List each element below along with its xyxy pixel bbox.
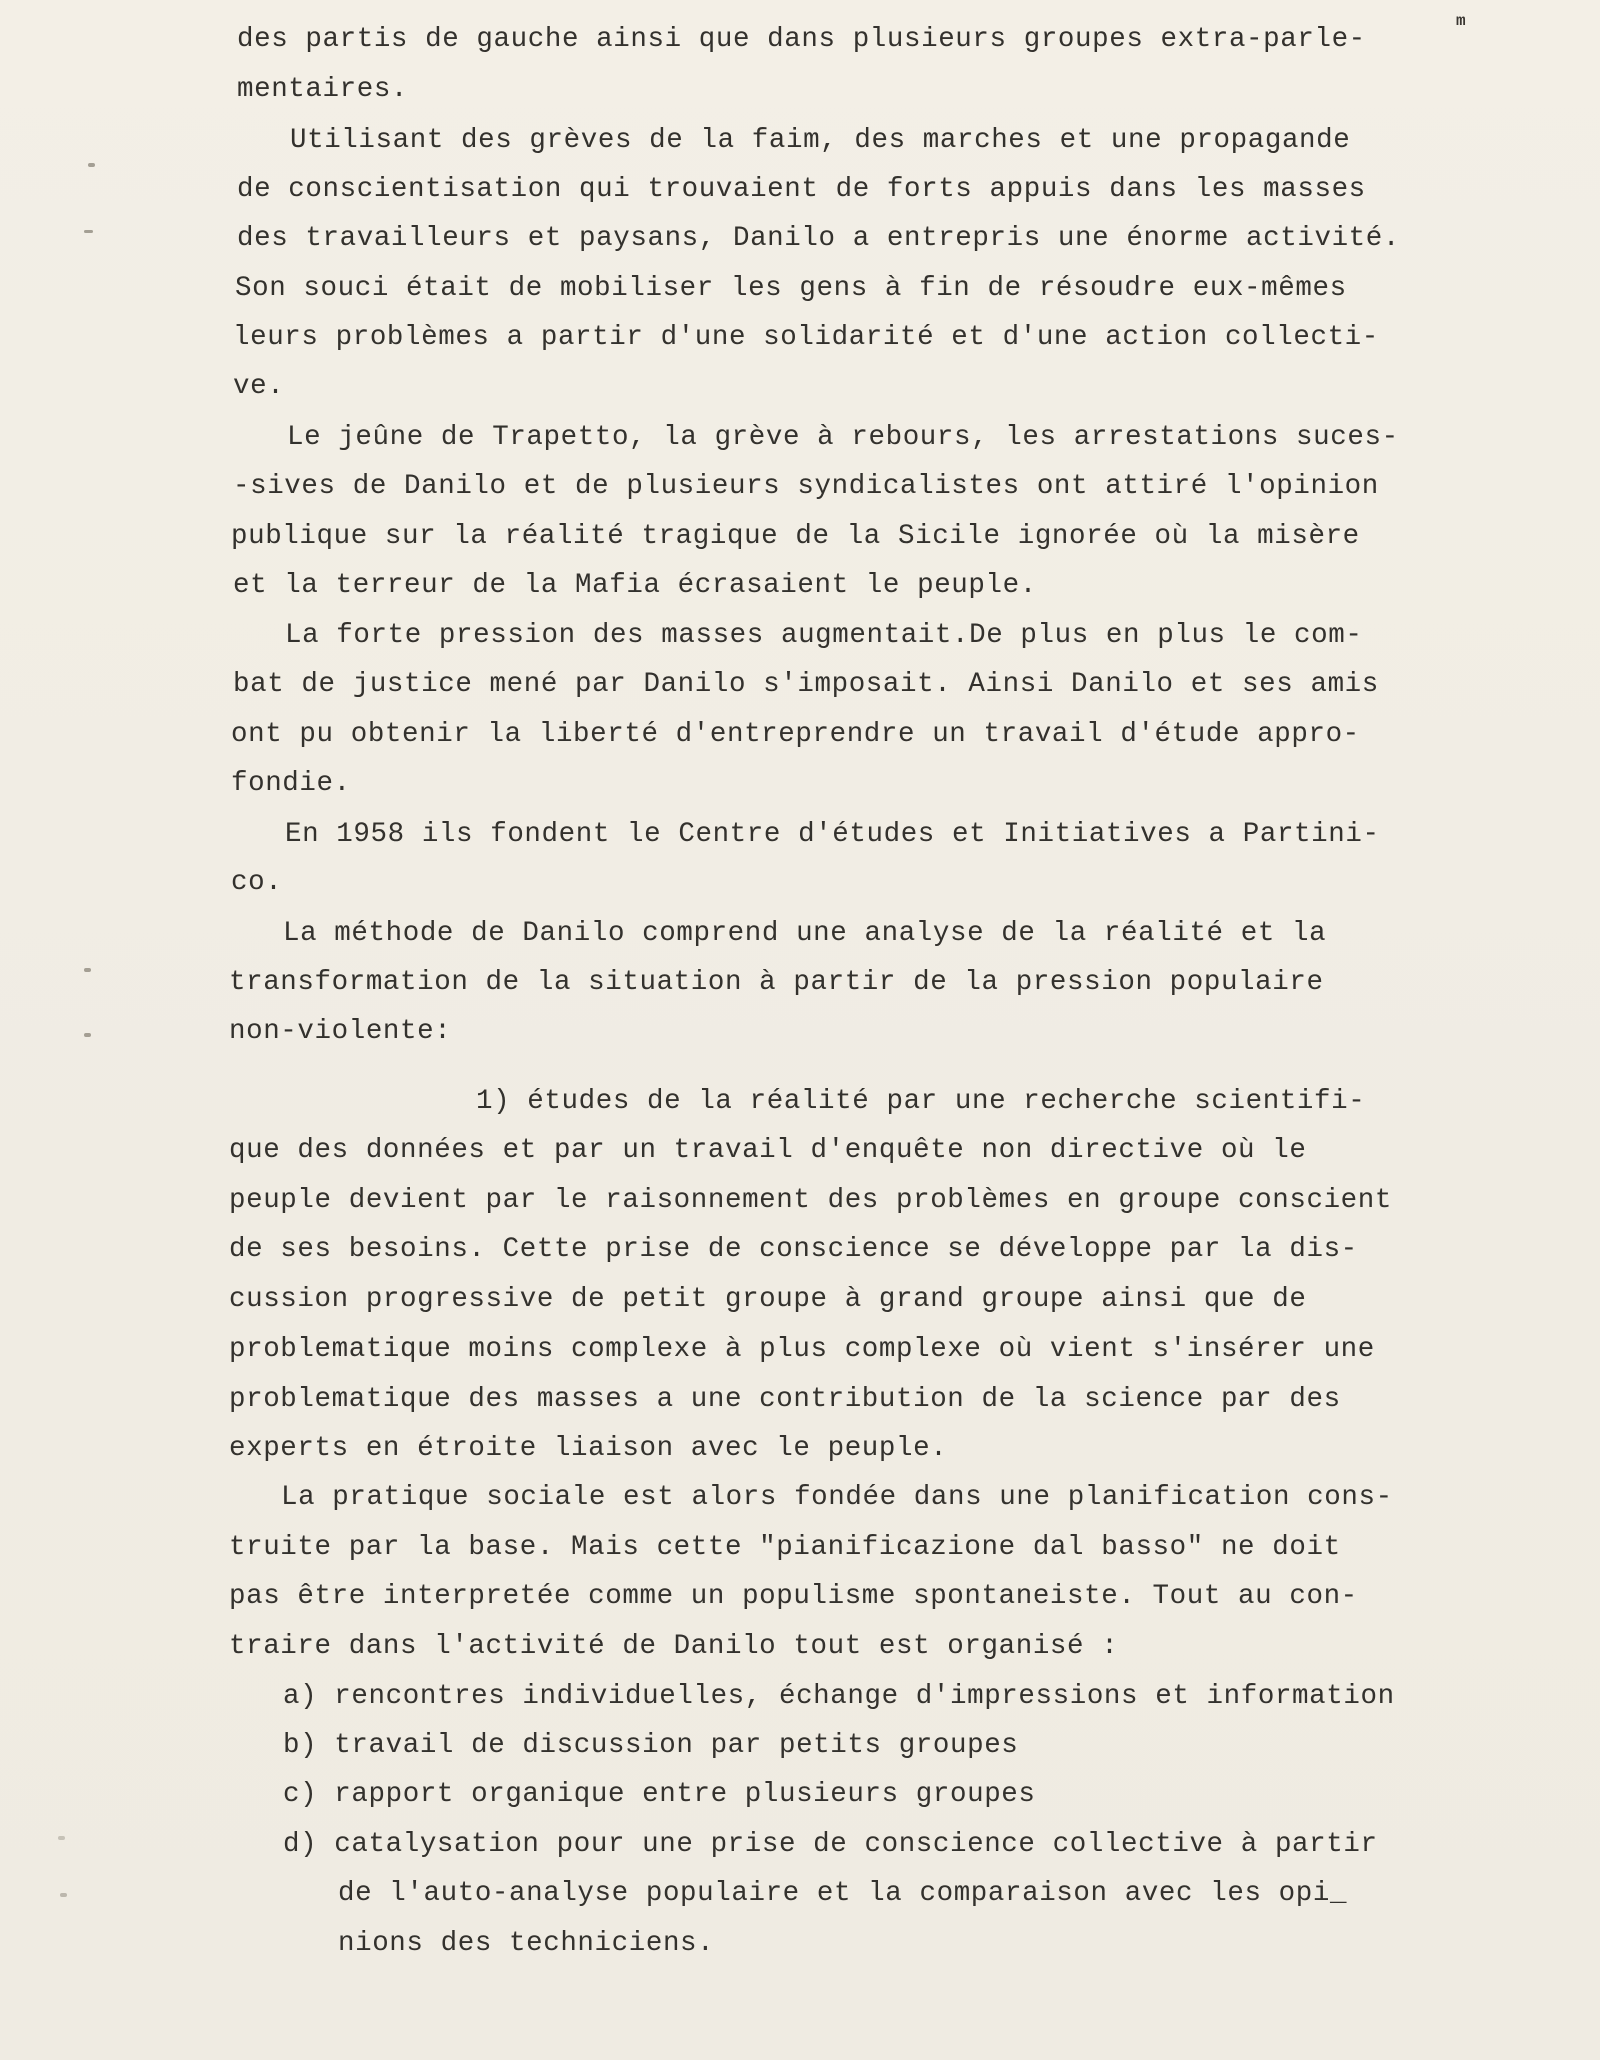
text-line: truite par la base. Mais cette "pianificazione dal basso" ne doit xyxy=(229,1532,1341,1563)
text-line: publique sur la réalité tragique de la Sicile ignorée où la misère xyxy=(231,521,1360,552)
text-line: bat de justice mené par Danilo s'imposait. Ainsi Danilo et ses amis xyxy=(233,669,1379,700)
margin-mark xyxy=(84,230,93,233)
margin-mark xyxy=(84,1033,91,1037)
text-line: de conscientisation qui trouvaient de forts appuis dans les masses xyxy=(237,174,1366,205)
margin-mark xyxy=(58,1836,65,1840)
text-line: pas être interpretée comme un populisme spontaneiste. Tout au con- xyxy=(229,1581,1358,1612)
text-line: La forte pression des masses augmentait.De plus en plus le com- xyxy=(285,620,1363,651)
list-item: b) travail de discussion par petits groupes xyxy=(283,1730,1019,1761)
text-line: Utilisant des grèves de la faim, des marches et une propagande xyxy=(290,125,1351,156)
list-item: c) rapport organique entre plusieurs groupes xyxy=(283,1779,1036,1810)
margin-mark xyxy=(84,968,91,972)
text-line: 1) études de la réalité par une recherche scientifi- xyxy=(476,1086,1366,1117)
text-line: et la terreur de la Mafia écrasaient le peuple. xyxy=(233,570,1037,601)
text-line: experts en étroite liaison avec le peuple. xyxy=(229,1433,948,1464)
text-line: leurs problèmes a partir d'une solidarité et d'une action collecti- xyxy=(233,322,1379,353)
list-item-continuation: de l'auto-analyse populaire et la comparaison avec les opi_ xyxy=(338,1878,1348,1909)
margin-mark xyxy=(88,163,95,167)
list-item: a) rencontres individuelles, échange d'impressions et information xyxy=(283,1681,1395,1712)
text-line: non-violente: xyxy=(229,1016,452,1047)
text-line: ve. xyxy=(233,371,285,402)
list-item-continuation: nions des techniciens. xyxy=(338,1928,715,1959)
text-line: problematique moins complexe à plus complexe où vient s'insérer une xyxy=(229,1334,1375,1365)
text-line: traire dans l'activité de Danilo tout est organisé : xyxy=(229,1631,1119,1662)
text-line: co. xyxy=(231,867,283,898)
margin-mark xyxy=(60,1893,67,1897)
corner-mark: m xyxy=(1456,12,1466,30)
text-line: En 1958 ils fondent le Centre d'études et Initiatives a Partini- xyxy=(285,819,1380,850)
text-line: Son souci était de mobiliser les gens à fin de résoudre eux-mêmes xyxy=(235,273,1347,304)
text-line: de ses besoins. Cette prise de conscience se développe par la dis- xyxy=(229,1234,1358,1265)
text-line: ont pu obtenir la liberté d'entreprendre un travail d'étude appro- xyxy=(231,719,1360,750)
text-line: transformation de la situation à partir de la pression populaire xyxy=(229,967,1324,998)
text-line: des travailleurs et paysans, Danilo a entrepris une énorme activité. xyxy=(237,223,1400,254)
text-line: des partis de gauche ainsi que dans plusieurs groupes extra-parle- xyxy=(237,24,1366,55)
text-line: fondie. xyxy=(231,768,351,799)
text-line: Le jeûne de Trapetto, la grève à rebours, les arrestations suces- xyxy=(287,422,1399,453)
text-line: -sives de Danilo et de plusieurs syndicalistes ont attiré l'opinion xyxy=(233,471,1379,502)
text-line: cussion progressive de petit groupe à grand groupe ainsi que de xyxy=(229,1284,1307,1315)
text-line: La méthode de Danilo comprend une analyse de la réalité et la xyxy=(283,918,1327,949)
text-line: peuple devient par le raisonnement des problèmes en groupe conscient xyxy=(229,1185,1392,1216)
text-line: mentaires. xyxy=(237,74,409,105)
text-line: problematique des masses a une contribution de la science par des xyxy=(229,1384,1341,1415)
list-item: d) catalysation pour une prise de conscience collective à partir xyxy=(283,1829,1378,1860)
text-line: que des données et par un travail d'enquête non directive où le xyxy=(229,1135,1307,1166)
text-line: La pratique sociale est alors fondée dans une planification cons- xyxy=(281,1482,1393,1513)
